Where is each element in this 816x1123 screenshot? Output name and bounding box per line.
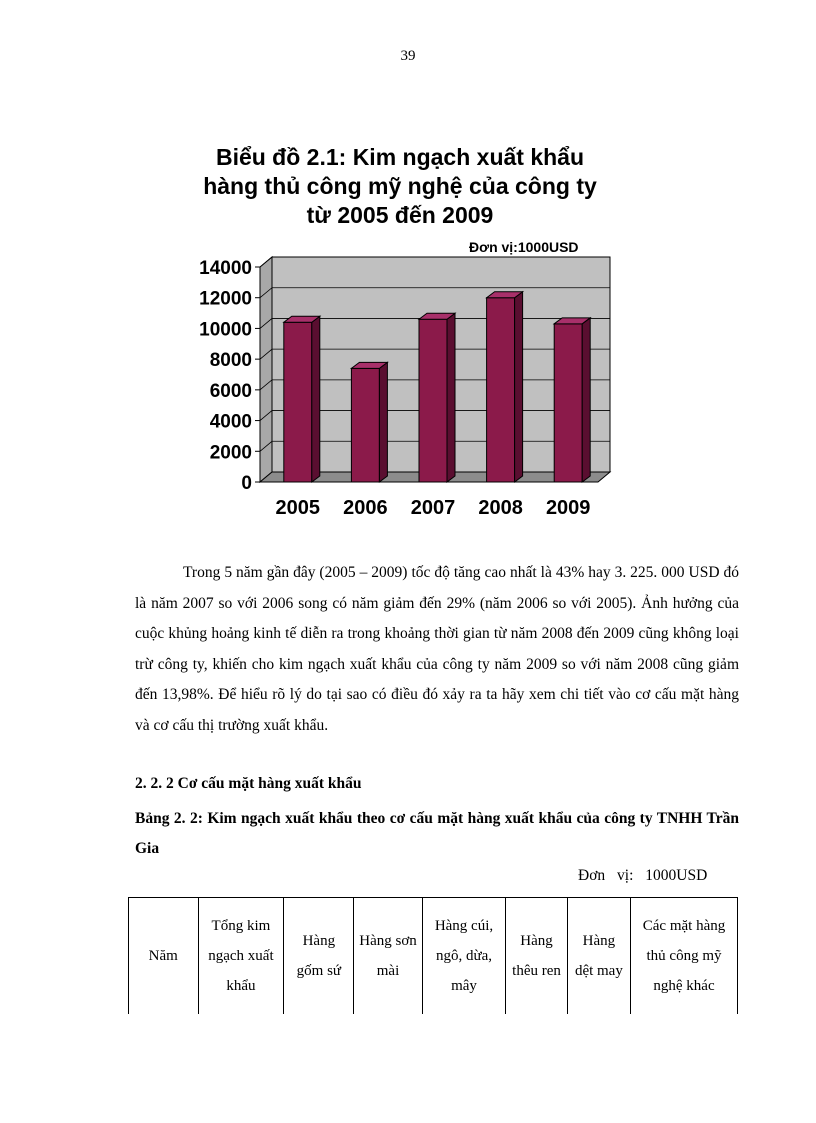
x-axis-tick-label: 2008 <box>478 497 523 519</box>
bar-side <box>582 318 590 482</box>
bar-side <box>379 362 387 482</box>
section-heading: 2. 2. 2 Cơ cấu mặt hàng xuất khẩu <box>135 775 362 792</box>
y-axis-tick-label: 10000 <box>199 319 252 341</box>
table-unit-label: Đơn vị: 1000USD <box>578 867 708 884</box>
y-axis-tick-label: 14000 <box>199 258 252 279</box>
bar <box>284 322 312 482</box>
table-header-row <box>129 898 738 1015</box>
header-total-export: Tổng kim ngạch xuất khẩu <box>198 898 284 1015</box>
body-paragraph-text: Trong 5 năm gần đây (2005 – 2009) tốc độ tăng cao nhất là 43% hay 3. 225. 000 USD đó là năm 2007 so với 2006 song có năm giảm đến 29% (năm 2006 so với 2005). Ảnh hưởng của cuộc khủng hoảng kinh tế diễn ra trong khoảng thời gian từ năm 2008 đến 2009 cũng không loại trừ công ty, khiến cho kim ngạch xuất khẩu của công ty năm 2009 so với năm 2008 cũng giảm đến 13,98%. Để hiểu rõ lý do tại sao có điều đó xảy ra ta hãy xem chi tiết vào cơ cấu mặt hàng và cơ cấu thị trường xuất khẩu. <box>135 564 739 734</box>
chart-title-line: từ 2005 đến 2009 <box>306 202 494 228</box>
chart-unit-label: Đơn vị:1000USD <box>469 239 579 255</box>
x-axis-tick-label: 2005 <box>275 497 321 519</box>
x-axis-tick-label: 2007 <box>410 497 456 519</box>
bar <box>487 298 515 482</box>
header-textiles: Hàng dệt may <box>567 898 630 1015</box>
y-axis-tick-label: 0 <box>241 473 252 494</box>
header-other-handicrafts: Các mặt hàng thủ công mỹ nghệ khác <box>631 898 738 1015</box>
body-paragraph <box>135 558 739 741</box>
bar <box>351 368 379 482</box>
bar-side <box>447 313 455 482</box>
bar-side <box>515 292 523 482</box>
y-axis-tick-label: 8000 <box>209 350 252 372</box>
x-axis-tick-label: 2006 <box>343 497 388 519</box>
bar-side <box>312 316 320 482</box>
chart-title-line: Biểu đồ 2.1: Kim ngạch xuất khẩu <box>215 144 585 170</box>
page-number: 39 <box>400 48 416 64</box>
y-axis-tick-label: 6000 <box>209 380 252 402</box>
chart-title-line: hàng thủ công mỹ nghệ của công ty <box>203 173 597 199</box>
y-axis-tick-label: 2000 <box>209 442 252 464</box>
bar <box>554 324 582 482</box>
export-structure-table <box>128 897 738 1014</box>
chart-side-wall <box>260 257 272 482</box>
bar <box>419 319 447 482</box>
bar-chart <box>170 250 630 530</box>
table-caption: Bảng 2. 2: Kim ngạch xuất khẩu theo cơ cấu mặt hàng xuất khẩu của công ty TNHH Trần Gia <box>135 810 739 857</box>
x-axis-tick-label: 2009 <box>545 497 591 519</box>
header-ceramics: Hàng gốm sứ <box>284 898 354 1015</box>
header-lacquer: Hàng sơn mài <box>354 898 422 1015</box>
header-rattan: Hàng cúi, ngô, dừa, mây <box>422 898 506 1015</box>
chart-title <box>150 143 650 230</box>
y-axis-tick-label: 12000 <box>199 288 252 310</box>
header-year: Năm <box>129 898 199 1015</box>
y-axis-tick-label: 4000 <box>209 411 252 433</box>
header-embroidery: Hàng thêu ren <box>506 898 568 1015</box>
